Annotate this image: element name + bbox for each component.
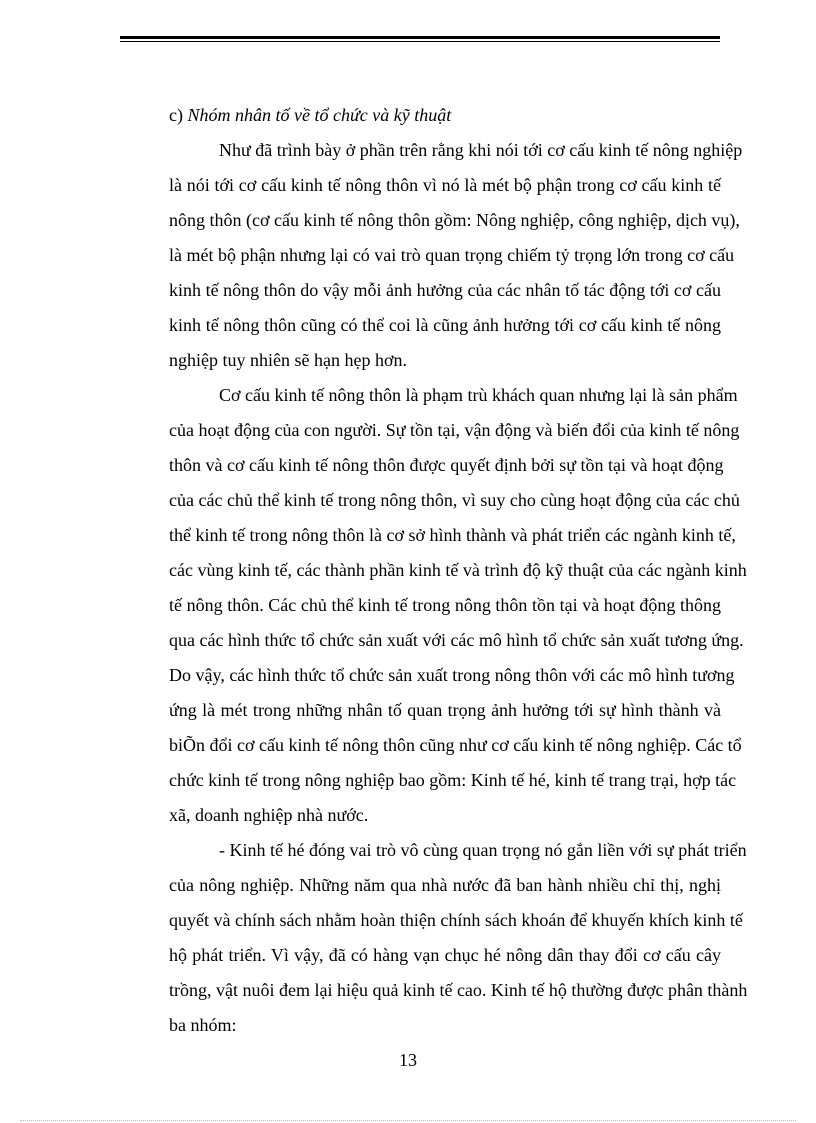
text-line: của nông nghiệp. Những năm qua nhà nước đã ban hành nhiều chỉ thị, nghị <box>169 875 721 895</box>
text-line: qua các hình thức tổ chức sản xuất với các mô hình tổ chức sản xuất tương ứng. <box>169 630 744 650</box>
text-line: kinh tế nông thôn do vậy mỗi ảnh hưởng của các nhân tố tác động tới cơ cấu <box>169 280 721 300</box>
text-line: kinh tế nông thôn cũng có thể coi là cũng ảnh hưởng tới cơ cấu kinh tế nông <box>169 315 721 335</box>
page-bottom-border <box>20 1120 796 1121</box>
text-line: của các chủ thể kinh tế trong nông thôn, vì suy cho cùng hoạt động của các chủ <box>169 490 740 510</box>
text-line: nghiệp tuy nhiên sẽ hạn hẹp hơn. <box>169 350 407 370</box>
text-line: xã, doanh nghiệp nhà nước. <box>169 805 369 825</box>
text-line: ứng là mét trong những nhân tố quan trọng ảnh hưởng tới sự hình thành và <box>169 700 721 720</box>
header-rule-thin <box>120 41 720 42</box>
text-line: thôn và cơ cấu kinh tế nông thôn được quyết định bởi sự tồn tại và hoạt động <box>169 455 724 475</box>
text-line: - Kinh tế hé đóng vai trò vô cùng quan trọng nó gắn liền với sự phát triển <box>219 840 747 860</box>
text-line: thể kinh tế trong nông thôn là cơ sở hình thành và phát triển các ngành kinh tế, <box>169 525 736 545</box>
section-label: c) <box>169 105 183 125</box>
section-title: Nhóm nhân tố về tổ chức và kỹ thuật <box>187 105 452 125</box>
paragraph-3 <box>169 833 748 1043</box>
section-heading <box>169 98 721 133</box>
text-line: Do vậy, các hình thức tổ chức sản xuất trong nông thôn với các mô hình tương <box>169 665 735 685</box>
page-number: 13 <box>399 1050 417 1070</box>
text-line: Cơ cấu kinh tế nông thôn là phạm trù khách quan nhưng lại là sản phẩm <box>219 385 738 405</box>
text-line: ba nhóm: <box>169 1015 237 1035</box>
header-rule-thick <box>120 36 720 39</box>
text-line: chức kinh tế trong nông nghiệp bao gồm: Kinh tế hé, kinh tế trang trại, hợp tác <box>169 770 737 790</box>
text-line: là mét bộ phận nhưng lại có vai trò quan trọng chiếm tỷ trọng lớn trong cơ cấu <box>169 245 735 265</box>
paragraph-1 <box>169 133 743 378</box>
text-line: các vùng kinh tế, các thành phần kinh tế và trình độ kỹ thuật của các ngành kinh <box>169 560 747 580</box>
paragraph-2 <box>169 378 747 833</box>
text-line: của hoạt động của con người. Sự tồn tại, vận động và biến đổi của kinh tế nông <box>169 420 740 440</box>
text-line: trồng, vật nuôi đem lại hiệu quả kinh tế cao. Kinh tế hộ thường được phân thành <box>169 980 748 1000</box>
text-line: biÕn đổi cơ cấu kinh tế nông thôn cũng như cơ cấu kinh tế nông nghiệp. Các tổ <box>169 735 742 755</box>
text-line: quyết và chính sách nhằm hoàn thiện chính sách khoán để khuyến khích kinh tế <box>169 910 743 930</box>
document-body <box>169 98 748 1043</box>
text-line: nông thôn (cơ cấu kinh tế nông thôn gồm: Nông nghiệp, công nghiệp, dịch vụ), <box>169 210 740 230</box>
text-line: hộ phát triển. Vì vậy, đã có hàng vạn chục hé nông dân thay đổi cơ cấu cây <box>169 945 721 965</box>
text-line: Như đã trình bày ở phần trên rằng khi nói tới cơ cấu kinh tế nông nghiệp <box>219 140 743 160</box>
text-line: tế nông thôn. Các chủ thể kinh tế trong nông thôn tồn tại và hoạt động thông <box>169 595 721 615</box>
text-line: là nói tới cơ cấu kinh tế nông thôn vì nó là mét bộ phận trong cơ cấu kinh tế <box>169 175 721 195</box>
